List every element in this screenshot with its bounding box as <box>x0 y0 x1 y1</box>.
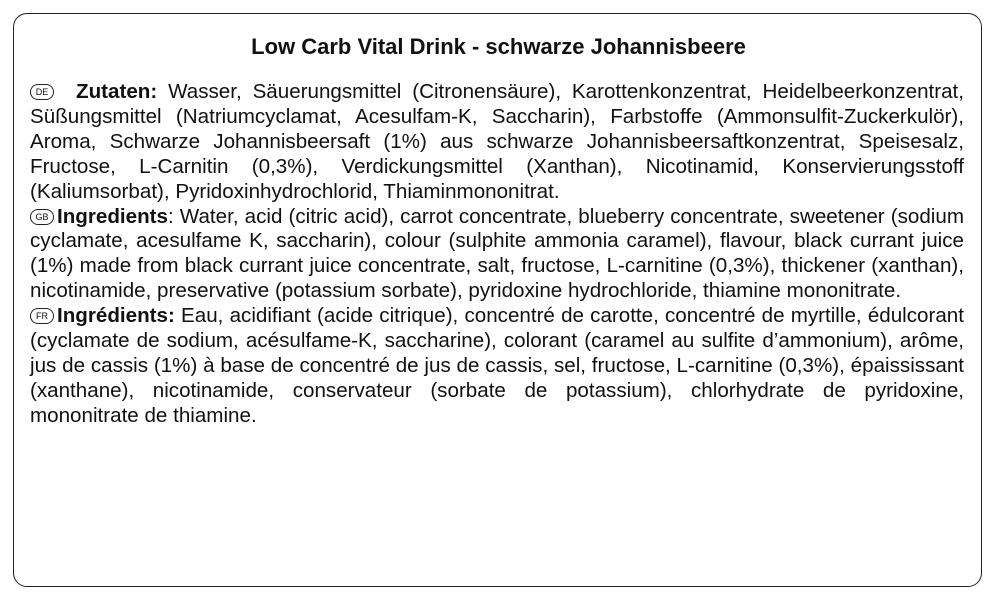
section-english <box>30 205 964 305</box>
ingredient-label-card <box>13 13 982 587</box>
section-german <box>30 80 964 205</box>
english-ingredients-text: : Water, acid (citric acid), carrot concentrate, blueberry concentrate, sweetener (sodium cyclamate, acesulfame K, saccharin), colour (sulphite ammonia caramel), flavour, black currant juice (1%) made from black currant juice concentrate, salt, fructose, L-carnitine (0,3%), thickener (xanthan), nicotinamide, preservative (potassium sorbate), pyridoxine hydrochloride, thiamine mononitrate. <box>30 204 964 303</box>
german-ingredients-text: Wasser, Säuerungsmittel (Citronensäure), Karottenkonzentrat, Heidelbeerkonzentrat, Süßungsmittel (Natriumcyclamat, Acesulfam-K, Saccharin), Farbstoffe (Ammonsulfit-Zuckerkulör), Aroma, Schwarze Johannisbeersaft (1%) aus schwarze Johannisbeersaftkonzentrat, Speisesalz, Fructose, L-Carnitin (0,3%), Verdickungsmittel (Xanthan), Nicotinamid, Konservierungsstoff (Kaliumsorbat), Pyridoxinhydrochlorid, Thiaminmononitrat. <box>30 80 964 203</box>
english-language-badge-icon: GB <box>30 209 54 225</box>
ingredients-body <box>30 80 964 429</box>
english-heading: Ingredients <box>57 204 168 228</box>
french-language-badge-icon: FR <box>30 308 54 324</box>
section-french <box>30 304 964 429</box>
product-title: Low Carb Vital Drink - schwarze Johannisbeere <box>251 34 746 59</box>
french-heading: Ingrédients: <box>57 304 175 328</box>
german-heading: Zutaten: <box>76 80 158 103</box>
german-language-badge-icon: DE <box>30 84 54 100</box>
french-ingredients-text: Eau, acidifiant (acide citrique), concentré de carotte, concentré de myrtille, édulcorant (cyclamate de sodium, acésulfame-K, saccharine), colorant (caramel au sulfite d’ammonium), arôme, jus de cassis (1%) à base de concentré de jus de cassis, sel, fructose, L-carnitine (0,3%), épaississant (xanthane), nicotinamide, conservateur (sorbate de potassium), chlorhydrate de pyridoxine, mononitrate de thiamine. <box>30 304 964 427</box>
